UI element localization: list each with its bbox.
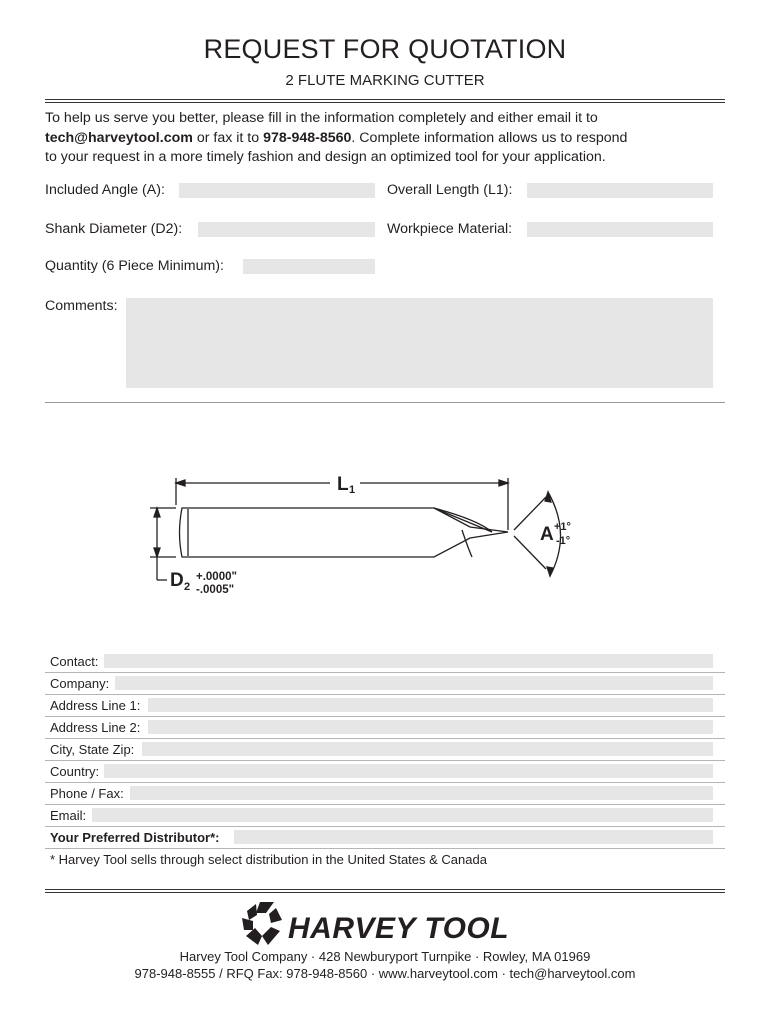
workpiece-material-field[interactable] — [527, 222, 713, 237]
distribution-note: * Harvey Tool sells through select distribution in the United States & Canada — [50, 852, 490, 867]
diameter-symbol: D — [170, 570, 184, 591]
footer-contact: 978-948-8555 / RFQ Fax: 978-948-8560 · www.harveytool.com · tech@harveytool.com — [134, 966, 636, 981]
phone-fax-field[interactable] — [130, 786, 713, 800]
included-angle-field[interactable] — [179, 183, 375, 198]
marking-cutter-drawing — [0, 460, 770, 600]
page-title: REQUEST FOR QUOTATION — [203, 34, 567, 64]
header-divider — [45, 99, 725, 103]
footer-address: Harvey Tool Company · 428 Newburyport Turnpike · Rowley, MA 01969 — [179, 949, 591, 964]
overall-length-field[interactable] — [527, 183, 713, 198]
included-angle-label: Included Angle (A): — [45, 182, 165, 198]
address-line-1-label: Address Line 1: — [50, 698, 143, 713]
quantity-label: Quantity (6 Piece Minimum): — [45, 258, 224, 274]
shank-diameter-field[interactable] — [198, 222, 375, 237]
company-field[interactable] — [115, 676, 713, 690]
section-divider — [45, 402, 725, 403]
quantity-field[interactable] — [243, 259, 375, 274]
phone-fax-label: Phone / Fax: — [50, 786, 127, 801]
row-divider — [45, 782, 725, 783]
intro-email: tech@harveytool.com — [45, 129, 193, 146]
country-label: Country: — [50, 764, 102, 779]
company-label: Company: — [50, 676, 112, 691]
intro-fax: 978-948-8560 — [263, 129, 352, 146]
preferred-distributor-field[interactable] — [234, 830, 713, 844]
row-divider — [45, 804, 725, 805]
row-divider — [45, 826, 725, 827]
angle-tolerance-plus: +1° — [554, 521, 571, 533]
intro-line-3: to your request in a more timely fashion and design an optimized tool for your application. — [45, 149, 606, 165]
preferred-distributor-label: Your Preferred Distributor*: — [50, 830, 223, 845]
diameter-subscript: 2 — [184, 581, 191, 593]
comments-field[interactable] — [126, 298, 713, 388]
harvey-tool-logo — [240, 900, 534, 948]
footer-divider — [45, 889, 725, 893]
row-divider — [45, 848, 725, 849]
intro-paragraph — [45, 109, 725, 168]
email-label: Email: — [50, 808, 89, 823]
row-divider — [45, 716, 725, 717]
harvey-tool-emblem-icon — [242, 902, 282, 945]
address-line-2-label: Address Line 2: — [50, 720, 143, 735]
country-field[interactable] — [104, 764, 713, 778]
row-divider — [45, 760, 725, 761]
angle-symbol: A — [540, 524, 554, 545]
contact-field[interactable] — [104, 654, 713, 668]
intro-line-2-rest: . Complete information allows us to respond — [351, 129, 628, 146]
address-line-1-field[interactable] — [148, 698, 713, 712]
email-field[interactable] — [92, 808, 713, 822]
city-state-zip-label: City, State Zip: — [50, 742, 137, 757]
angle-tolerance-minus: -1° — [556, 535, 571, 547]
length-subscript: 1 — [349, 484, 356, 496]
row-divider — [45, 738, 725, 739]
diameter-tolerance-minus: -.0005" — [196, 584, 235, 596]
contact-label: Contact: — [50, 654, 101, 669]
city-state-zip-field[interactable] — [142, 742, 713, 756]
intro-line-1: To help us serve you better, please fill in the information completely and either email it to — [45, 110, 598, 126]
length-symbol: L — [337, 474, 349, 495]
address-line-2-field[interactable] — [148, 720, 713, 734]
workpiece-material-label: Workpiece Material: — [387, 221, 513, 237]
row-divider — [45, 672, 725, 673]
intro-connector: or fax it to — [192, 129, 264, 146]
diameter-tolerance-plus: +.0000" — [196, 571, 237, 583]
comments-label: Comments: — [45, 298, 118, 314]
logo-wordmark: HARVEY TOOL — [288, 912, 510, 945]
overall-length-label: Overall Length (L1): — [387, 182, 513, 198]
shank-diameter-label: Shank Diameter (D2): — [45, 221, 183, 237]
row-divider — [45, 694, 725, 695]
page-subtitle: 2 FLUTE MARKING CUTTER — [285, 72, 485, 89]
